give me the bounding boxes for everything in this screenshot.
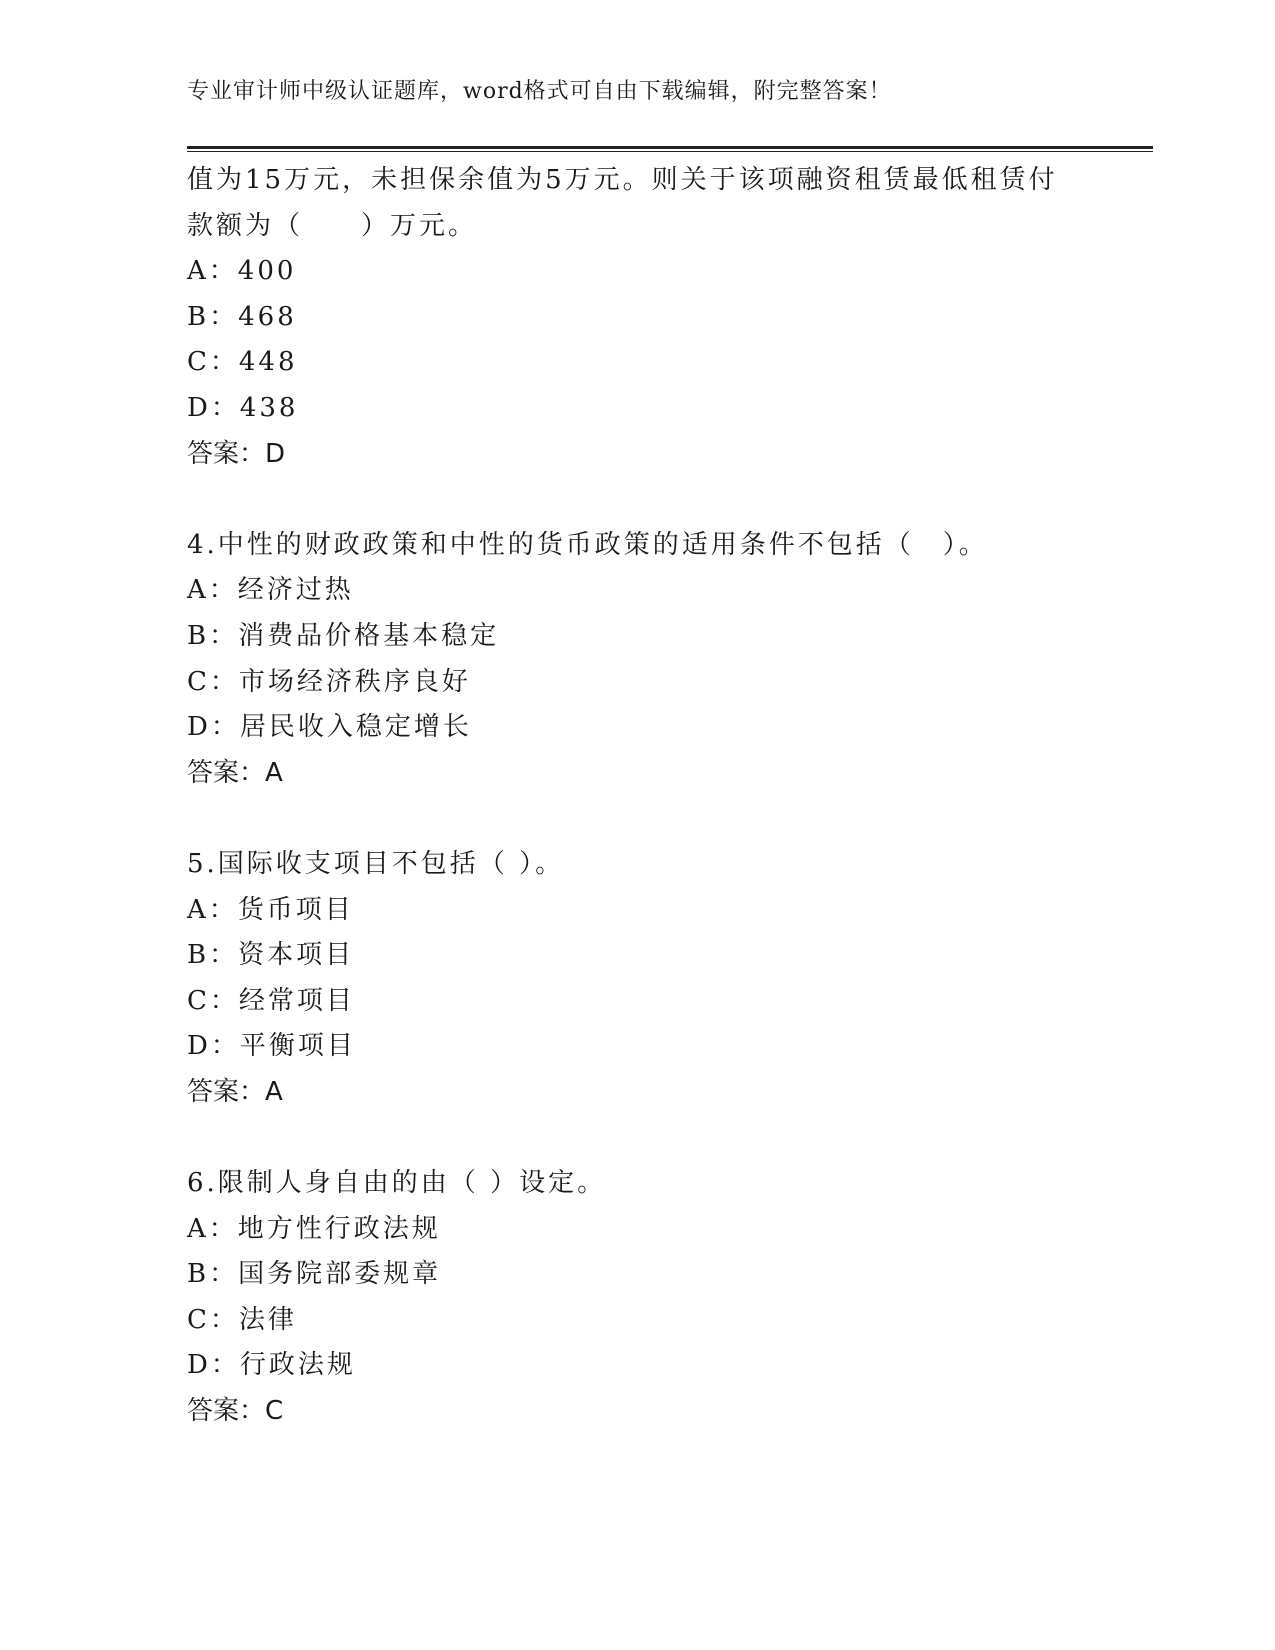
header-rule-thin xyxy=(187,151,1153,152)
question-block-6 xyxy=(187,1161,1153,1435)
option-c: C：经常项目 xyxy=(187,985,355,1016)
spacer xyxy=(187,477,1153,523)
header-rule-thick xyxy=(187,146,1153,149)
option-a: A：货币项目 xyxy=(187,894,354,925)
option-d: D：居民收入稳定增长 xyxy=(187,712,472,743)
option-d: D：平衡项目 xyxy=(187,1031,356,1062)
option-b: B：国务院部委规章 xyxy=(187,1259,442,1290)
answer-line: 答案：A xyxy=(187,1076,283,1107)
spacer xyxy=(187,796,1153,842)
question-stem: 4.中性的财政政策和中性的货币政策的适用条件不包括（ ）。 xyxy=(187,529,988,560)
question-stem-line: 值为15万元，未担保余值为5万元。则关于该项融资租赁最低租赁付 xyxy=(187,165,1058,195)
option-c: C：法律 xyxy=(187,1304,297,1335)
option-c: C：448 xyxy=(187,347,298,378)
question-list xyxy=(187,158,1153,1435)
question-block-5 xyxy=(187,842,1153,1116)
option-a: A：经济过热 xyxy=(187,575,354,606)
option-b: B：消费品价格基本稳定 xyxy=(187,620,500,651)
option-b: B：468 xyxy=(187,301,297,332)
option-d: D：438 xyxy=(187,392,299,423)
option-d: D：行政法规 xyxy=(187,1350,356,1381)
option-a: A：地方性行政法规 xyxy=(187,1213,441,1244)
question-stem-line: 款额为（ ）万元。 xyxy=(187,210,478,241)
option-a: A：400 xyxy=(187,256,297,287)
spacer xyxy=(187,1115,1153,1161)
option-b: B：资本项目 xyxy=(187,940,355,971)
question-stem: 6.限制人身自由的由（ ）设定。 xyxy=(187,1168,607,1199)
option-c: C：市场经济秩序良好 xyxy=(187,666,471,697)
answer-line: 答案：D xyxy=(187,438,286,469)
question-stem: 5.国际收支项目不包括（ ）。 xyxy=(187,848,565,879)
answer-line: 答案：C xyxy=(187,1396,284,1427)
page-header: 专业审计师中级认证题库，word格式可自由下载编辑，附完整答案！ xyxy=(187,79,892,104)
answer-line: 答案：A xyxy=(187,757,283,788)
question-block-3 xyxy=(187,158,1153,477)
question-block-4 xyxy=(187,523,1153,797)
